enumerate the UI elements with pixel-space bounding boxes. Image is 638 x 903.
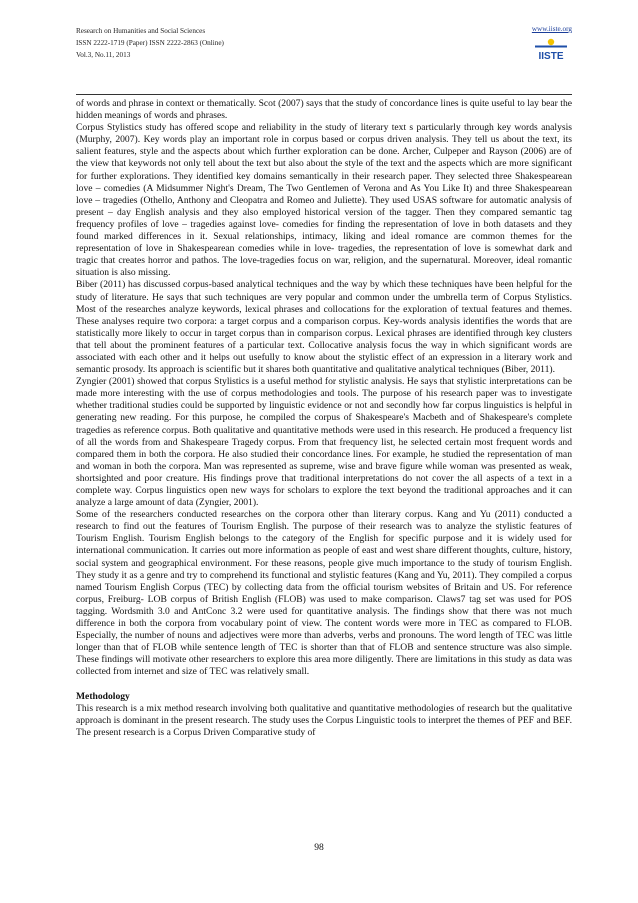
methodology-paragraph: This research is a mix method research involving both qualitative and quantitative methodologies of research but the qualitative approach is dominant in the present research. The study uses the Corpus Linguistic tools to interpret the themes of PEF and BEF. The present research is a Corpus Driven Comparative study of — [76, 702, 572, 738]
svg-text:IISTE: IISTE — [538, 51, 564, 61]
page-number: 98 — [314, 842, 324, 853]
body-paragraph-zyngier: Zyngier (2001) showed that corpus Stylistics is a useful method for stylistic analysis. He says that stylistic interpretations can be made more interesting with the use of corpus methodologies and tools. The purpose of his research paper was to investigate whether traditional studies could be supported by linguistic evidence or not and secondly how far corpus linguistics is helpful in generating new reading. For this purpose, he compiled the corpus of Shakespeare's Macbeth and of Shakespeare's complete tragedies as reference corpus. Both qualitative and quantitative methods were used in this research. He produced a frequency list of all the words from and Shakespeare Tragedy corpus. From that frequency list, he selected certain most frequent words and compared them in both the corpora. He also studied their concordance lines. For example, he studied the representation of man and woman in both the corpora. Man was represented as supreme, wise and brave figure while woman was presented as weak, shortsighted and poor creature. His findings prove that traditional interpretations do not cover the all aspects of a text in a complete way. Corpus linguistics open new ways for scholars to explore the text beyond the traditional approaches and it can analyze a large amount of data (Zyngier, 2001). — [76, 376, 572, 509]
journal-url-link[interactable]: www.iiste.org — [531, 25, 572, 33]
body-paragraph-biber: Biber (2011) has discussed corpus-based analytical techniques and the way by which these techniques have been helpful for the study of literature. He says that such techniques are very popular and common under the umbrella term of Corpus Stylistics. Most of the researches analyze keywords, lexical phrases and collocations for the exploration of textual features and themes. These analyses require two corpora: a target corpus and a comparison corpus. Key-words analysis identifies the words that are statistically more likely to occur in target corpus than in comparison corpus. Lexical phrases are identified through key clusters that tell about the prominent features of a particular text. Collocative analysis focus the way in which significant words are associated with each other and it helps out usefully to know about the stylistic effect of an expression in a literary work and semantic prosody. Its approach is scientific but it shares both quantitative and qualitative analytical techniques (Biber, 2011). — [76, 279, 572, 376]
body-paragraph-concordance: of words and phrase in context or thematically. Scot (2007) says that the study of concordance lines is quite useful to lay bear the hidden meanings of words and phrases. — [76, 98, 572, 122]
body-paragraph-corpus-stylistics: Corpus Stylistics study has offered scope and reliability in the study of literary text s particularly through key words analysis (Murphy, 2007). Key words play an important role in corpus based or corpus driven analysis. They tell us about the text, its salient features, style and the aspects about which further exploration can be done. Archer, Culpeper and Rayson (2006) are of the view that keywords not only tell about the text but also about the style of the text and the aspects which are more significant for further explorations. They identified key domains semantically in their research paper. They selected three Shakespearean love – comedies (A Midsummer Night's Dream, The Two Gentlemen of Verona and As You Like It) and three Shakespearean love – tragedies (Othello, Anthony and Cleopatra and Romeo and Juliette). They used USAS software for automatic analysis of present – day English analysis and they also employed historical version of the tagger. Then they compared semantic tag frequency profiles of love – tragedies against love- comedies for finding the representation of love in both datasets and they found marked differences in it. Sexual relationships, intimacy, liking and ideal romance are common themes for the representation of love in Shakespearean comedies while in love- tragedies, the representation of love is somewhat dark and tragic that creates horror and pathos. The love-tragedies focus on war, religion, and the supernatural. Moreover, ideal romantic situation is also missing. — [76, 122, 572, 279]
body-paragraph-tourism-english: Some of the researchers conducted researches on the corpora other than literary corpus. Kang and Yu (2011) conducted a research to find out the features of Tourism English. The purpose of their research was to analyze the stylistic features of Tourism English. Tourism English belongs to the category of the English for specific purpose and it is widely used for international communication. It carries out more information as people of east and west share different thoughts, culture, history, social system and geographical environment. For these reasons, people give much importance to the study of tourism English. They study it as a genre and try to comprehend its functional and stylistic features (Kang and Yu, 2011). They compiled a corpus named Tourism English Corpus (TEC) by collecting data from the official tourism websites of Britain and US. For reference corpus, Freiburg- LOB corpus of British English (FLOB) was used to make comparison. Claws7 tag set was used for POS tagging. Wordsmith 3.0 and AntConc 3.2 were used for quantitative analysis. The findings show that there was not much difference in both the corpora from vocabulary point of view. The content words were more in TEC as compared to FLOB. Especially, the number of nouns and adjectives were more than adverbs, verbs and pronouns. The word length of TEC was little longer than that of FLOB while sentence length of TEC is shorter than that of FLOB and sentence structure was also simple. These findings will motivate other researchers to explore this area more diligently. There are limitations in this study as data was collected from internet and size of TEC was relatively small. — [76, 509, 572, 678]
iiste-logo-icon — [532, 37, 570, 61]
journal-title: Research on Humanities and Social Sciences — [76, 27, 206, 35]
article-body — [76, 98, 572, 739]
journal-header — [76, 25, 224, 61]
journal-issn: ISSN 2222-1719 (Paper) ISSN 2222-2863 (Online) — [76, 39, 224, 47]
journal-volume: Vol.3, No.11, 2013 — [76, 51, 131, 59]
header-rule — [76, 94, 572, 95]
methodology-heading: Methodology — [76, 690, 130, 702]
